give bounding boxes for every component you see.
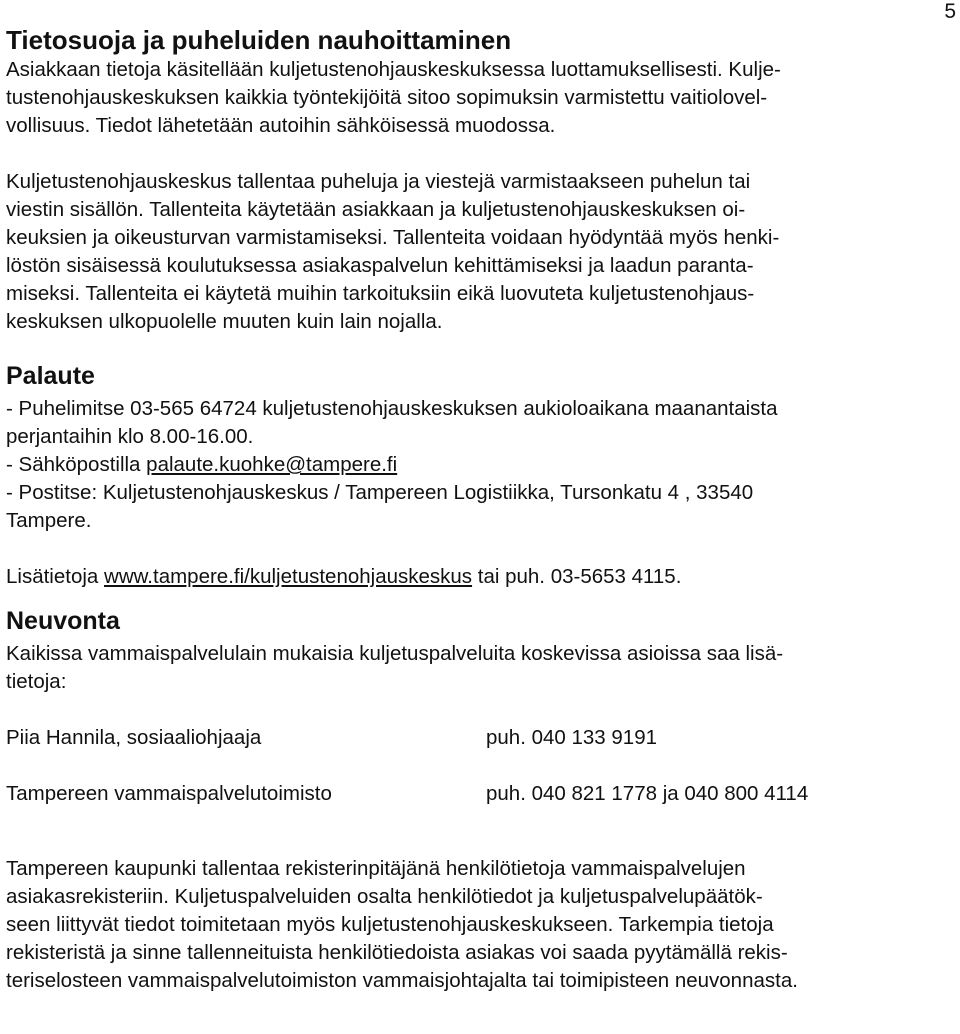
privacy-heading: Tietosuoja ja puheluiden nauhoittaminen xyxy=(6,25,512,55)
feedback-post xyxy=(6,479,938,535)
text-line: keskuksen ulkopuolelle muuten kuin lain nojalla. xyxy=(6,310,443,333)
text-line: Kuljetustenohjauskeskus tallentaa puheluja ja viestejä varmistaakseen puhelun tai xyxy=(6,170,751,193)
text-line: Kaikissa vammaispalvelulain mukaisia kuljetuspalveluita koskevissa asioissa saa lisä- xyxy=(6,642,784,665)
text-line: tustenohjauskeskuksen kaikkia työntekijöitä sitoo sopimuksin varmistettu vaitiolovel- xyxy=(6,86,768,109)
text-line: viestin sisällön. Tallenteita käytetään asiakkaan ja kuljetustenohjauskeskuksen oi- xyxy=(6,198,746,221)
page-number: 5 xyxy=(944,0,956,23)
contact-row xyxy=(6,724,938,752)
feedback-email xyxy=(6,451,938,479)
text-line: löstön sisäisessä koulutuksessa asiakaspalvelun kehittämiseksi ja laadun paranta- xyxy=(6,254,754,277)
email-prefix: - Sähköpostilla xyxy=(6,453,147,476)
text-line: tietoja: xyxy=(6,670,67,693)
feedback-heading: Palaute xyxy=(6,362,95,390)
text-line: teriselosteen vammaispalvelutoimiston vammaisjohtajalta tai toimipisteen neuvonnasta. xyxy=(6,969,798,992)
advice-heading: Neuvonta xyxy=(6,607,120,635)
contact-name: Tampereen vammaispalvelutoimisto xyxy=(6,782,332,805)
text-line: Asiakkaan tietoja käsitellään kuljetustenohjauskeskuksessa luottamuksellisesti. Kulje- xyxy=(6,58,781,81)
document-body xyxy=(6,24,938,995)
text-line: - Postitse: Kuljetustenohjauskeskus / Tampereen Logistiikka, Tursonkatu 4 , 33540 xyxy=(6,481,754,504)
contact-row xyxy=(6,780,938,808)
text-line: seen liittyvät tiedot toimitetaan myös kuljetustenohjauskeskukseen. Tarkempia tietoja xyxy=(6,913,774,936)
feedback-phone xyxy=(6,395,938,451)
advice-section xyxy=(6,606,938,995)
text-line: keuksien ja oikeusturvan varmistamiseksi. Tallenteita voidaan hyödyntää myös henki- xyxy=(6,226,780,249)
privacy-section xyxy=(6,24,938,336)
contact-name: Piia Hannila, sosiaaliohjaaja xyxy=(6,726,262,749)
email-link[interactable]: palaute.kuohke@tampere.fi xyxy=(146,453,398,476)
feedback-section xyxy=(6,361,938,591)
text-line: - Puhelimitse 03-565 64724 kuljetustenohjauskeskuksen aukioloaikana maanantaista xyxy=(6,397,778,420)
text-line: Tampere. xyxy=(6,509,92,532)
text-line: Tampereen kaupunki tallentaa rekisterinpitäjänä henkilötietoja vammaispalvelujen xyxy=(6,857,746,880)
contact-phone: puh. 040 821 1778 ja 040 800 4114 xyxy=(486,782,809,805)
info-suffix: tai puh. 03-5653 4115. xyxy=(472,565,682,588)
contact-phone: puh. 040 133 9191 xyxy=(486,726,657,749)
privacy-paragraph-2 xyxy=(6,168,938,336)
registry-paragraph xyxy=(6,855,938,995)
text-line: vollisuus. Tiedot lähetetään autoihin sähköisessä muodossa. xyxy=(6,114,556,137)
text-line: perjantaihin klo 8.00-16.00. xyxy=(6,425,254,448)
website-link[interactable]: www.tampere.fi/kuljetustenohjauskeskus xyxy=(104,565,473,588)
text-line: rekisteristä ja sinne tallenneituista henkilötiedoista asiakas voi saada pyytämällä rekis- xyxy=(6,941,788,964)
info-prefix: Lisätietoja xyxy=(6,565,105,588)
feedback-info xyxy=(6,563,938,591)
text-line: miseksi. Tallenteita ei käytetä muihin tarkoituksiin eikä luovuteta kuljetustenohjaus- xyxy=(6,282,755,305)
advice-intro xyxy=(6,640,938,696)
text-line: asiakasrekisteriin. Kuljetuspalveluiden osalta henkilötiedot ja kuljetuspalvelupäätök- xyxy=(6,885,763,908)
privacy-paragraph-1 xyxy=(6,56,938,140)
